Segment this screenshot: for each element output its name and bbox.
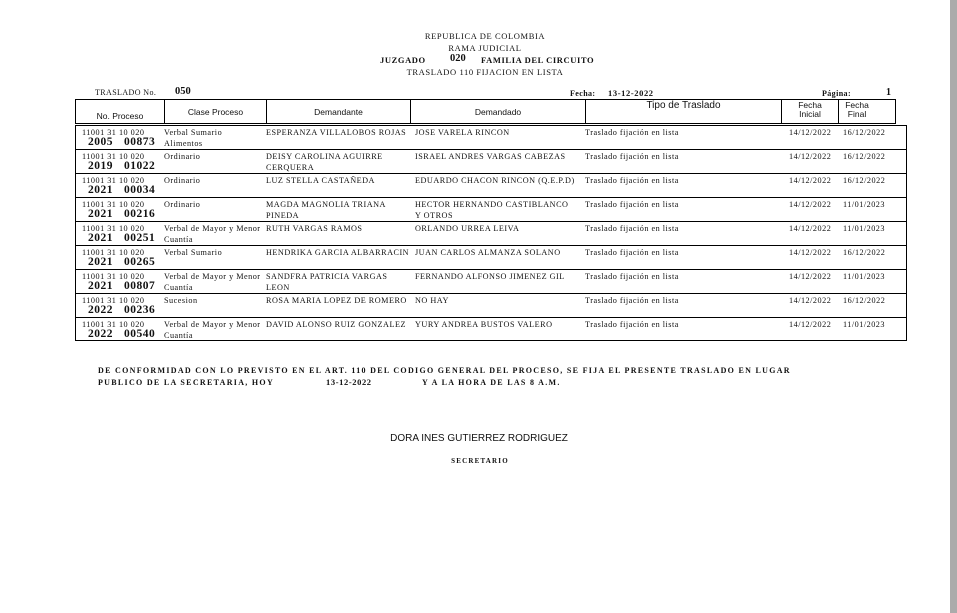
process-number: 00034	[124, 184, 156, 196]
process-code: 11001 31 10 020	[82, 128, 145, 137]
demandado: NO HAY	[415, 296, 449, 305]
fecha-inicial: 14/12/2022	[789, 272, 832, 281]
process-number: 00236	[124, 304, 156, 316]
fecha-final: 16/12/2022	[843, 176, 886, 185]
clase-proceso-cont: Cuantía	[164, 331, 193, 340]
tipo-traslado: Traslado fijación en lista	[585, 128, 679, 137]
col-header-proceso: No. Proceso	[96, 111, 144, 121]
col-header-fecha-inicial-2: Inicial	[799, 109, 821, 119]
row-divider	[75, 269, 907, 270]
row-divider	[75, 317, 907, 318]
signer-role: SECRETARIO	[451, 457, 509, 465]
fecha-final: 11/01/2023	[843, 200, 885, 209]
demandado: ISRAEL ANDRES VARGAS CABEZAS	[415, 152, 566, 161]
process-year: 2021	[88, 208, 113, 220]
row-divider	[75, 197, 907, 198]
col-header-fecha-final	[839, 101, 875, 119]
demandado: JOSE VARELA RINCON	[415, 128, 510, 137]
demandante: RUTH VARGAS RAMOS	[266, 224, 363, 233]
clase-proceso: Verbal de Mayor y Menor	[164, 272, 261, 281]
demandante: HENDRIKA GARCIA ALBARRACIN	[266, 248, 410, 257]
row-divider	[75, 149, 907, 150]
clase-proceso: Ordinario	[164, 200, 201, 209]
process-year: 2021	[88, 232, 113, 244]
fecha-final: 16/12/2022	[843, 248, 886, 257]
demandante-cont: PINEDA	[266, 211, 300, 220]
row-divider	[75, 293, 907, 294]
clase-proceso-cont: Alimentos	[164, 139, 203, 148]
process-number: 00807	[124, 280, 156, 292]
fecha-final: 16/12/2022	[843, 152, 886, 161]
tipo-traslado: Traslado fijación en lista	[585, 296, 679, 305]
process-code: 11001 31 10 020	[82, 296, 145, 305]
fecha-inicial: 14/12/2022	[789, 176, 832, 185]
col-header-fecha-final-2: Final	[847, 109, 867, 119]
vertical-scrollbar[interactable]	[950, 0, 957, 613]
demandante: ROSA MARIA LOPEZ DE ROMERO	[266, 296, 407, 305]
fecha-inicial: 14/12/2022	[789, 248, 832, 257]
header-country: REPUBLICA DE COLOMBIA	[424, 31, 546, 41]
tipo-traslado: Traslado fijación en lista	[585, 272, 679, 281]
col-header-clase: Clase Proceso	[187, 107, 244, 117]
process-year: 2022	[88, 304, 113, 316]
demandado: YURY ANDREA BUSTOS VALERO	[415, 320, 553, 329]
demandado: EDUARDO CHACON RINCON (Q.E.P.D)	[415, 176, 575, 185]
footer-date: 13-12-2022	[326, 377, 372, 387]
demandado-cont: Y OTROS	[415, 211, 453, 220]
fecha-label: Fecha:	[570, 89, 596, 98]
header-juzgado-label: JUZGADO	[380, 55, 426, 65]
clase-proceso: Ordinario	[164, 152, 201, 161]
process-year: 2021	[88, 184, 113, 196]
col-header-fecha-final-1: Fecha	[845, 100, 869, 110]
fecha-final: 16/12/2022	[843, 128, 886, 137]
fecha-final: 11/01/2023	[843, 224, 885, 233]
header-juzgado-name: FAMILIA DEL CIRCUITO	[481, 55, 595, 65]
fecha-final: 11/01/2023	[843, 320, 885, 329]
fecha-final: 11/01/2023	[843, 272, 885, 281]
traslado-label: TRASLADO No.	[95, 88, 157, 97]
demandante: LUZ STELLA CASTAÑEDA	[266, 176, 375, 185]
process-code: 11001 31 10 020	[82, 200, 145, 209]
process-year: 2022	[88, 328, 113, 340]
demandado: HECTOR HERNANDO CASTIBLANCO	[415, 200, 569, 209]
header-traslado-type: TRASLADO 110 FIJACION EN LISTA	[406, 67, 564, 77]
footer-statement-line2b: Y A LA HORA DE LAS 8 A.M.	[422, 378, 561, 387]
demandante-cont: LEON	[266, 283, 290, 292]
process-code: 11001 31 10 020	[82, 176, 145, 185]
header-juzgado-number: 020	[450, 53, 466, 64]
process-number: 00540	[124, 328, 156, 340]
tipo-traslado: Traslado fijación en lista	[585, 320, 679, 329]
demandante: MAGDA MAGNOLIA TRIANA	[266, 200, 386, 209]
fecha-inicial: 14/12/2022	[789, 200, 832, 209]
col-header-demandado: Demandado	[474, 107, 522, 117]
demandante: SANDFRA PATRICIA VARGAS	[266, 272, 388, 281]
demandante-cont: CERQUERA	[266, 163, 315, 172]
process-number: 01022	[124, 160, 156, 172]
signer-name: DORA INES GUTIERREZ RODRIGUEZ	[390, 433, 568, 444]
process-year: 2021	[88, 280, 113, 292]
process-code: 11001 31 10 020	[82, 320, 145, 329]
col-header-demandante: Demandante	[314, 107, 363, 117]
tipo-traslado: Traslado fijación en lista	[585, 248, 679, 257]
process-code: 11001 31 10 020	[82, 224, 145, 233]
clase-proceso-cont: Cuantía	[164, 235, 193, 244]
fecha-value: 13-12-2022	[608, 88, 654, 98]
demandante: DEISY CAROLINA AGUIRRE	[266, 152, 383, 161]
clase-proceso-cont: Cuantía	[164, 283, 193, 292]
demandante: ESPERANZA VILLALOBOS ROJAS	[266, 128, 407, 137]
process-code: 11001 31 10 020	[82, 272, 145, 281]
footer-statement-line1: DE CONFORMIDAD CON LO PREVISTO EN EL ART. 110 DEL CODIGO GENERAL DEL PROCESO, SE FIJA EL PRESENTE TRASLADO EN LUGAR	[98, 366, 791, 375]
clase-proceso: Ordinario	[164, 176, 201, 185]
row-divider	[75, 221, 907, 222]
tipo-traslado: Traslado fijación en lista	[585, 176, 679, 185]
header-branch: RAMA JUDICIAL	[448, 43, 522, 53]
pagina-label: Página:	[822, 89, 852, 98]
process-number: 00216	[124, 208, 156, 220]
demandado: JUAN CARLOS ALMANZA SOLANO	[415, 248, 561, 257]
demandado: FERNANDO ALFONSO JIMENEZ GIL	[415, 272, 565, 281]
col-header-fecha-inicial-1: Fecha	[798, 100, 822, 110]
tipo-traslado: Traslado fijación en lista	[585, 200, 679, 209]
row-divider	[75, 173, 907, 174]
clase-proceso: Verbal Sumario	[164, 128, 223, 137]
process-number: 00873	[124, 136, 156, 148]
process-year: 2019	[88, 160, 113, 172]
clase-proceso: Sucesion	[164, 296, 198, 305]
col-header-tipo: Tipo de Traslado	[646, 100, 721, 111]
process-year: 2005	[88, 136, 113, 148]
fecha-inicial: 14/12/2022	[789, 320, 832, 329]
fecha-final: 16/12/2022	[843, 296, 886, 305]
demandado: ORLANDO URREA LEIVA	[415, 224, 520, 233]
fecha-inicial: 14/12/2022	[789, 152, 832, 161]
row-divider	[75, 245, 907, 246]
footer-statement-line2a: PUBLICO DE LA SECRETARIA, HOY	[98, 378, 275, 387]
fecha-inicial: 14/12/2022	[789, 128, 832, 137]
fecha-inicial: 14/12/2022	[789, 224, 832, 233]
process-code: 11001 31 10 020	[82, 152, 145, 161]
process-code: 11001 31 10 020	[82, 248, 145, 257]
process-number: 00265	[124, 256, 156, 268]
tipo-traslado: Traslado fijación en lista	[585, 224, 679, 233]
fecha-inicial: 14/12/2022	[789, 296, 832, 305]
clase-proceso: Verbal de Mayor y Menor	[164, 320, 261, 329]
traslado-number: 050	[175, 86, 191, 97]
process-number: 00251	[124, 232, 156, 244]
clase-proceso: Verbal de Mayor y Menor	[164, 224, 261, 233]
col-header-fecha-inicial	[782, 101, 838, 119]
process-year: 2021	[88, 256, 113, 268]
tipo-traslado: Traslado fijación en lista	[585, 152, 679, 161]
pagina-value: 1	[886, 87, 891, 98]
clase-proceso: Verbal Sumario	[164, 248, 223, 257]
demandante: DAVID ALONSO RUIZ GONZALEZ	[266, 320, 406, 329]
